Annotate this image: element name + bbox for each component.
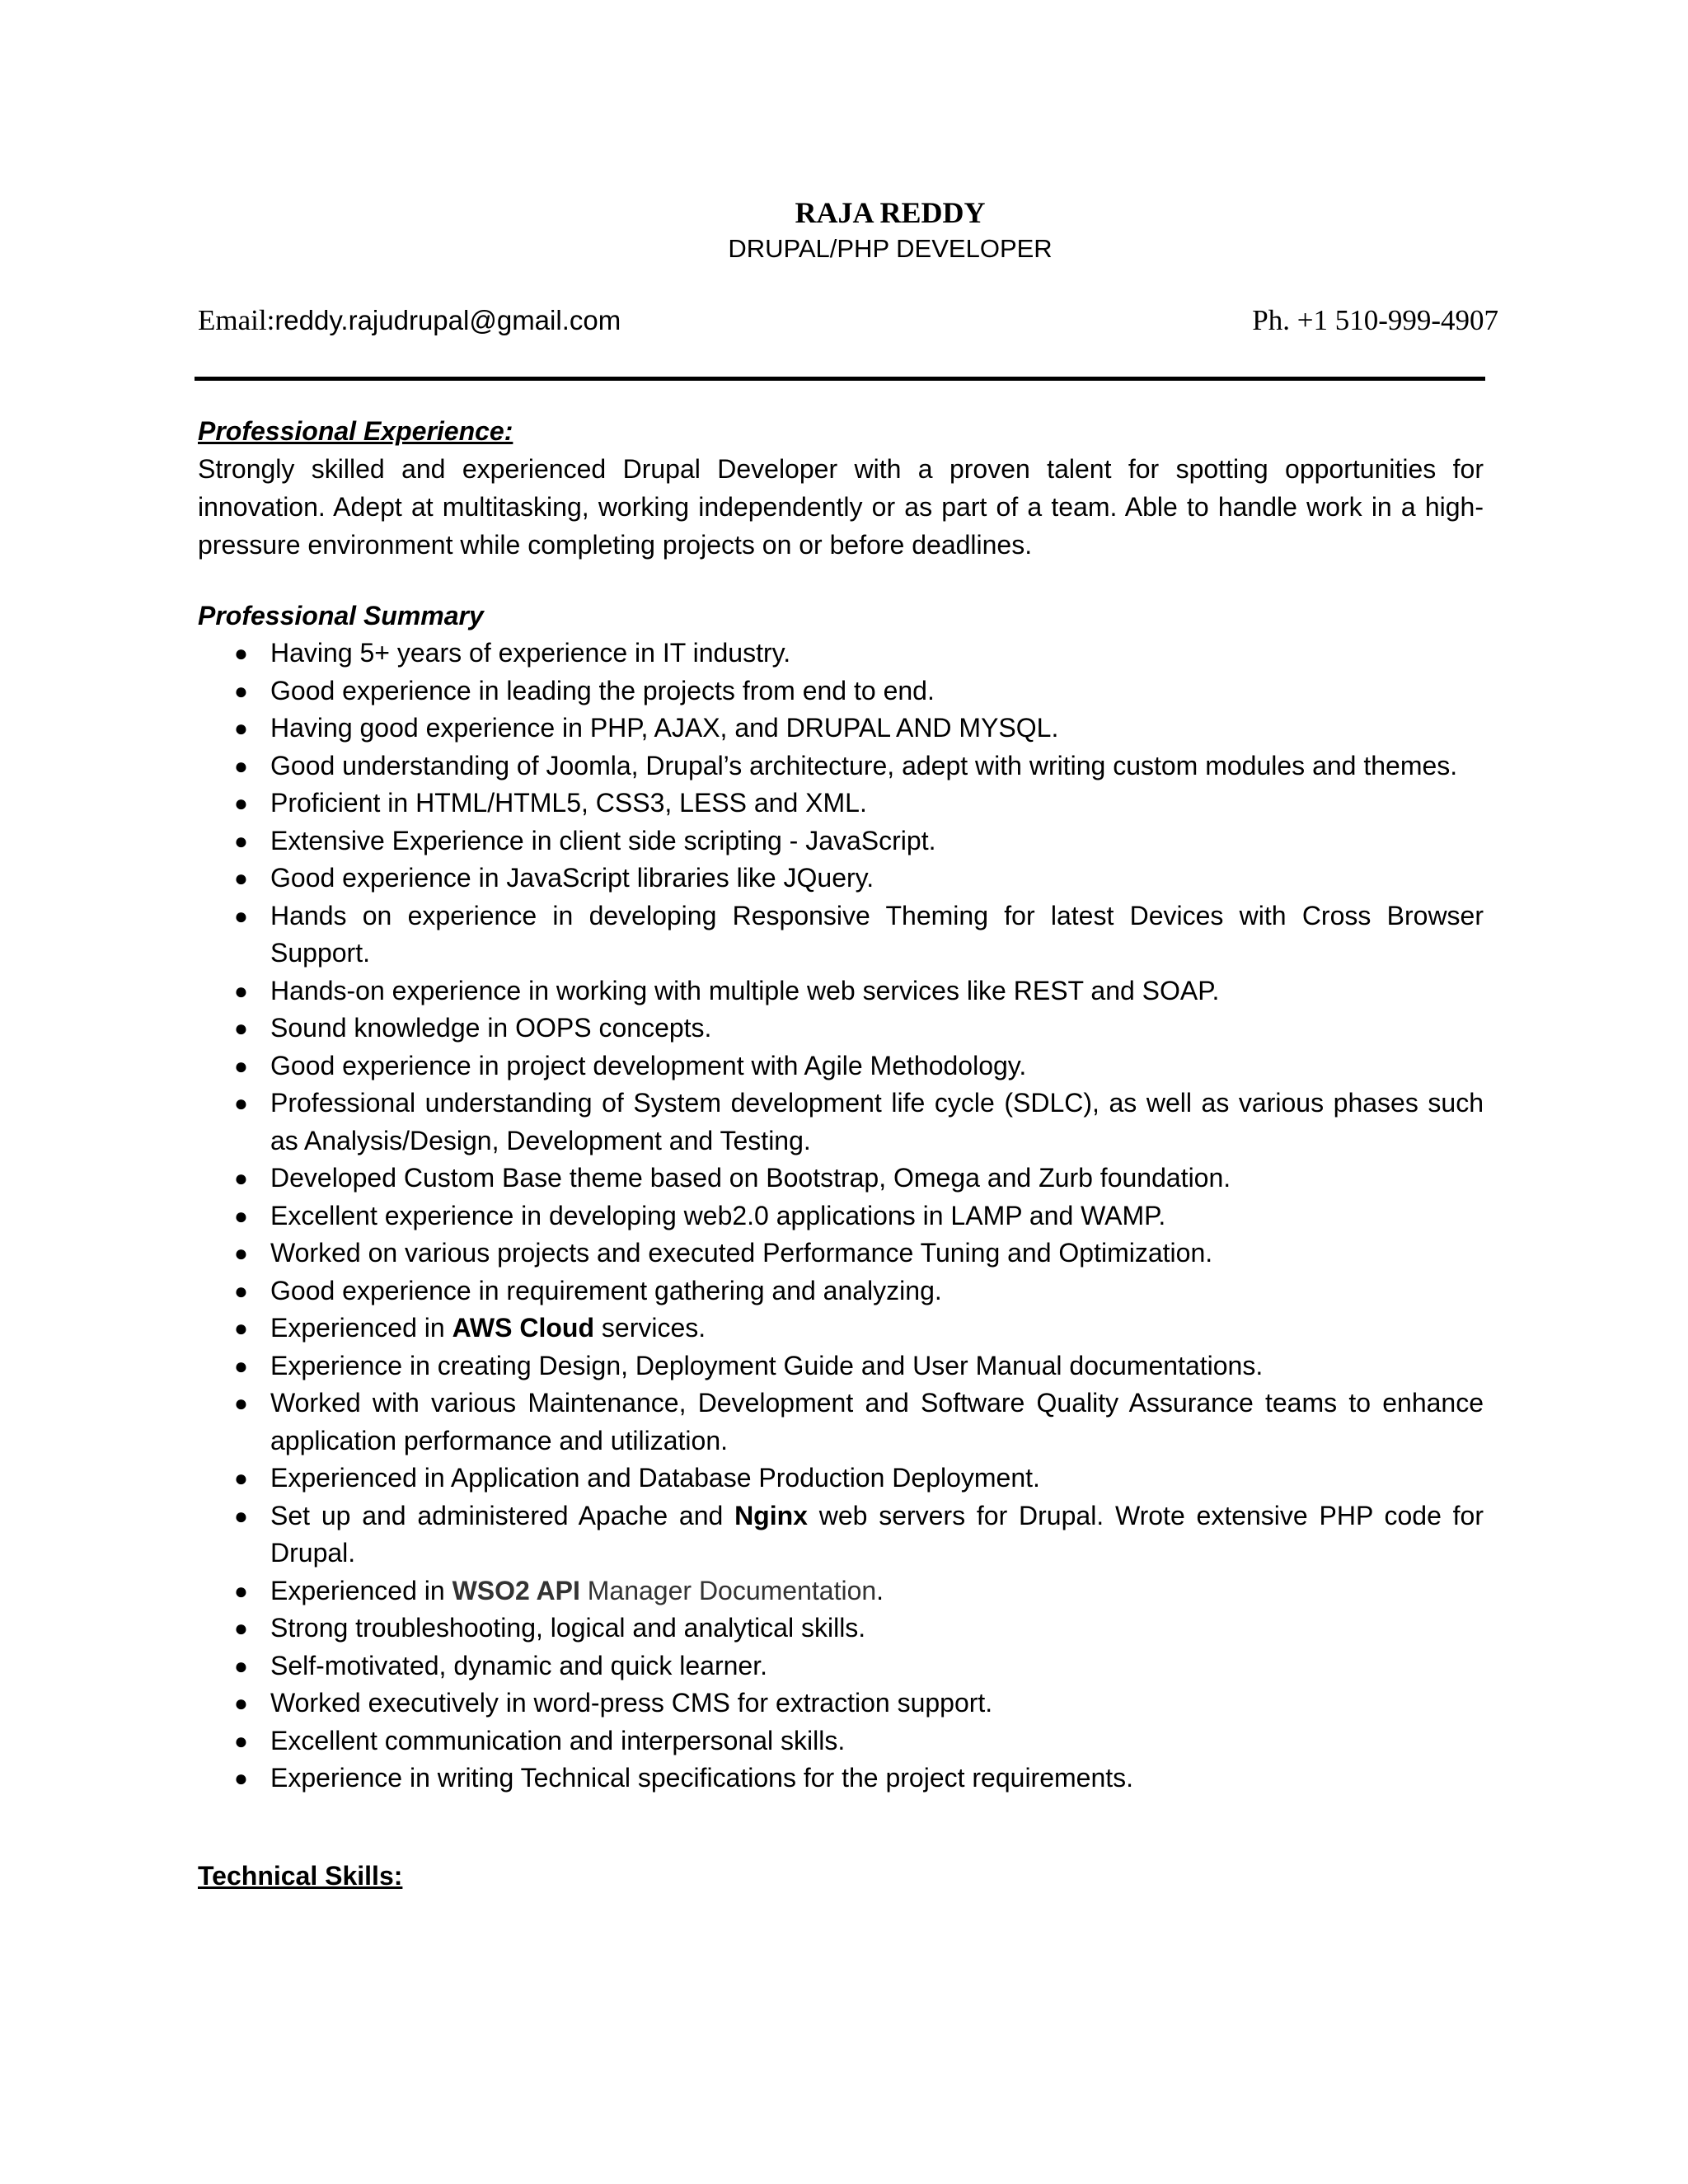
summary-item-text: Experienced in AWS Cloud services.: [270, 1313, 706, 1343]
summary-item-text: Professional understanding of System development life cycle (SDLC), as well as various phases such as Analysis/Design, Development and Testing.: [270, 1088, 1484, 1155]
summary-item: [198, 1010, 1484, 1047]
bullet-icon: ●: [234, 1502, 248, 1529]
summary-item: [198, 710, 1484, 748]
bullet-icon: ●: [234, 1727, 248, 1754]
summary-item-text: Hands on experience in developing Responsive Theming for latest Devices with Cross Browser Support.: [270, 900, 1484, 968]
summary-item-text: Sound knowledge in OOPS concepts.: [270, 1013, 712, 1043]
bullet-icon: ●: [234, 1577, 248, 1604]
bullet-icon: ●: [234, 1615, 248, 1641]
summary-item: [198, 1760, 1484, 1797]
summary-item-text: Worked executively in word-press CMS for extraction support.: [270, 1688, 993, 1718]
summary-item: [198, 1722, 1484, 1760]
summary-item-text: Good experience in JavaScript libraries like JQuery.: [270, 863, 874, 893]
summary-item-text: Having good experience in PHP, AJAX, and DRUPAL AND MYSQL.: [270, 713, 1059, 743]
summary-item-text: Good understanding of Joomla, Drupal’s architecture, adept with writing custom modules and themes.: [270, 750, 1458, 780]
resume-content: [198, 412, 1484, 1895]
phone-number: Ph. +1 510-999-4907: [1252, 304, 1498, 336]
bullet-icon: ●: [234, 977, 248, 1004]
summary-item: [198, 1272, 1484, 1310]
summary-item: [198, 898, 1484, 972]
email-label: Email:: [198, 304, 275, 336]
bullet-icon: ●: [234, 1315, 248, 1341]
summary-item-text: Good experience in requirement gathering and analyzing.: [270, 1275, 942, 1305]
bullet-icon: ●: [234, 1240, 248, 1266]
summary-item: [198, 673, 1484, 710]
summary-item: [198, 1685, 1484, 1722]
bullet-icon: ●: [234, 677, 248, 704]
bullet-icon: ●: [234, 902, 248, 929]
summary-item: [198, 823, 1484, 860]
bullet-icon: ●: [234, 827, 248, 854]
summary-item-text: Good experience in project development with Agile Methodology.: [270, 1050, 1027, 1080]
bullet-icon: ●: [234, 1052, 248, 1079]
contact-row: [198, 302, 1498, 339]
bullet-icon: ●: [234, 1165, 248, 1191]
summary-item: [198, 785, 1484, 823]
bullet-icon: ●: [234, 640, 248, 666]
summary-heading: Professional Summary: [198, 601, 484, 630]
bullet-icon: ●: [234, 1202, 248, 1229]
summary-item-text: Worked with various Maintenance, Development and Software Quality Assurance teams to enhance application performance and utilization.: [270, 1388, 1484, 1455]
experience-heading: Professional Experience:: [198, 416, 513, 446]
email-line: [198, 302, 621, 339]
bullet-icon: ●: [234, 752, 248, 779]
candidate-name: RAJA REDDY: [795, 196, 986, 229]
bullet-icon: ●: [234, 1465, 248, 1491]
summary-item-text: Worked on various projects and executed Performance Tuning and Optimization.: [270, 1238, 1213, 1268]
bullet-icon: ●: [234, 1352, 248, 1379]
summary-item: [198, 748, 1484, 785]
summary-item-text: Hands-on experience in working with multiple web services like REST and SOAP.: [270, 975, 1220, 1005]
summary-item-text: Self-motivated, dynamic and quick learner.: [270, 1650, 767, 1680]
summary-item-text: Excellent experience in developing web2.0 applications in LAMP and WAMP.: [270, 1200, 1166, 1230]
summary-item: [198, 635, 1484, 673]
summary-item: [198, 1610, 1484, 1647]
summary-item: [198, 1572, 1484, 1610]
summary-item: [198, 1647, 1484, 1685]
bullet-icon: ●: [234, 790, 248, 816]
summary-item-text: Excellent communication and interpersonal skills.: [270, 1725, 846, 1755]
summary-list: [198, 635, 1484, 1797]
summary-item: [198, 1497, 1484, 1572]
summary-item-text: Experience in creating Design, Deployment Guide and User Manual documentations.: [270, 1350, 1264, 1380]
summary-item: [198, 1347, 1484, 1385]
summary-item: [198, 1235, 1484, 1272]
summary-item-text: Developed Custom Base theme based on Bootstrap, Omega and Zurb foundation.: [270, 1163, 1231, 1193]
header-divider: [195, 377, 1485, 381]
bullet-icon: ●: [234, 1390, 248, 1416]
summary-item: [198, 1310, 1484, 1347]
candidate-role: DRUPAL/PHP DEVELOPER: [728, 234, 1053, 263]
bullet-icon: ●: [234, 1277, 248, 1304]
summary-item-text: Having 5+ years of experience in IT industry.: [270, 638, 791, 668]
summary-item: [198, 1385, 1484, 1460]
summary-item-text: Good experience in leading the projects from end to end.: [270, 675, 935, 705]
bullet-icon: ●: [234, 1652, 248, 1679]
summary-item-text: Experience in writing Technical specifications for the project requirements.: [270, 1763, 1134, 1793]
bullet-icon: ●: [234, 1090, 248, 1116]
bullet-icon: ●: [234, 865, 248, 891]
email-address[interactable]: reddy.rajudrupal@gmail.com: [274, 305, 621, 335]
summary-item-text: Set up and administered Apache and Nginx web servers for Drupal. Wrote extensive PHP code for Drupal.: [270, 1500, 1484, 1568]
bullet-icon: ●: [234, 1015, 248, 1041]
summary-item-text: Experienced in Application and Database Production Deployment.: [270, 1463, 1040, 1493]
experience-paragraph: Strongly skilled and experienced Drupal Developer with a proven talent for spotting opportunities for innovation. Adept at multitasking, working independently or as part of a team. Able to handle work in a high-pressure environment while completing projects on or before deadlines.: [198, 454, 1484, 560]
summary-item: [198, 1047, 1484, 1085]
summary-item-text: Proficient in HTML/HTML5, CSS3, LESS and XML.: [270, 788, 867, 818]
summary-item-text: Extensive Experience in client side scripting - JavaScript.: [270, 825, 936, 855]
bullet-icon: ●: [234, 1690, 248, 1716]
summary-item: [198, 1160, 1484, 1197]
summary-item: [198, 1197, 1484, 1235]
technical-skills-heading: Technical Skills:: [198, 1860, 403, 1891]
summary-item: [198, 1085, 1484, 1160]
bullet-icon: ●: [234, 715, 248, 741]
bullet-icon: ●: [234, 1765, 248, 1791]
summary-item-text: Experienced in WSO2 API Manager Documentation.: [270, 1575, 884, 1605]
summary-item: [198, 860, 1484, 898]
summary-item: [198, 972, 1484, 1010]
summary-item: [198, 1460, 1484, 1497]
summary-item-text: Strong troubleshooting, logical and analytical skills.: [270, 1613, 866, 1643]
